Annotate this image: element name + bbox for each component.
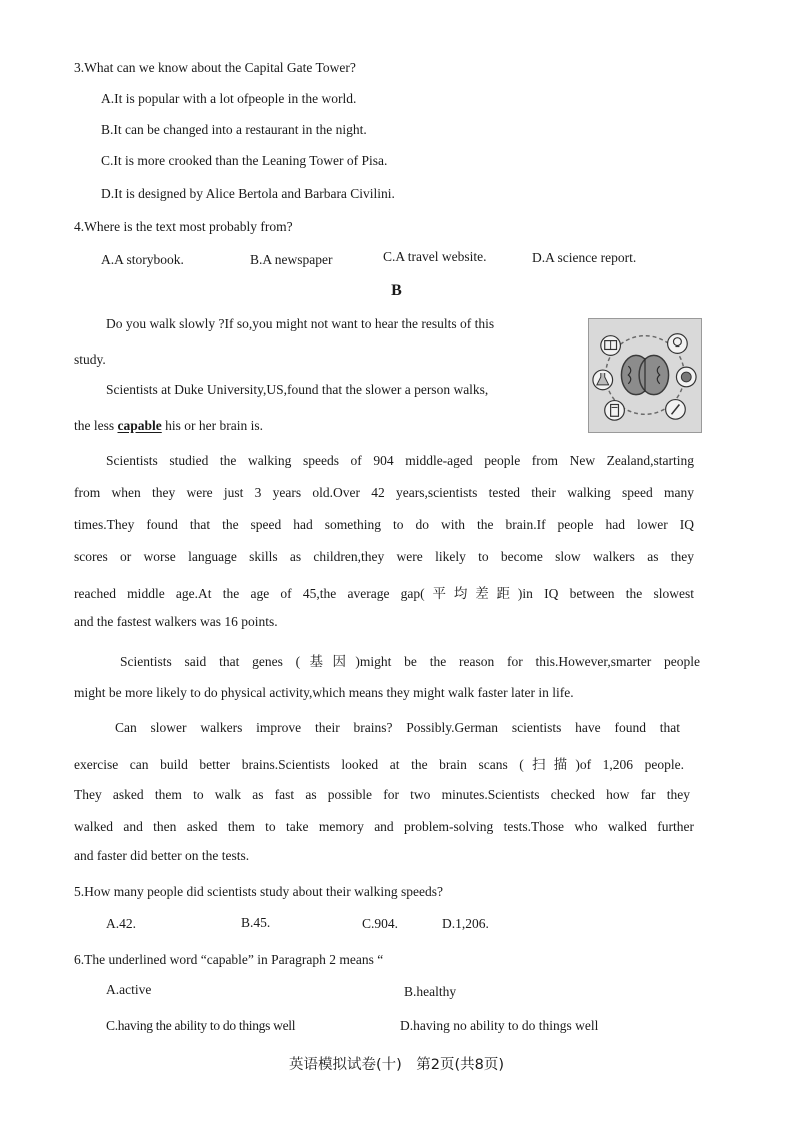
lightbulb-icon	[668, 334, 688, 354]
question-6-option-d: D.having no ability to do things well	[400, 1018, 599, 1033]
paragraph-5-line-3: They asked them to walk as fast as possible for two minutes.Scientists checked how far they	[74, 787, 690, 802]
brain-illustration	[588, 318, 702, 433]
underlined-word-capable: capable	[117, 418, 162, 433]
page-footer: 英语模拟试卷(十) 第2页(共8页)	[288, 1057, 505, 1073]
paragraph-5-line-5: and faster did better on the tests.	[74, 848, 250, 863]
paragraph-3-line-5: reached middle age.At the age of 45,the average gap(平均差距)in IQ between the slowest	[74, 586, 694, 601]
question-4-option-c: C.A travel website.	[383, 249, 487, 264]
question-3-stem: 3.What can we know about the Capital Gate Tower?	[74, 60, 356, 75]
paragraph-2-text-post: his or her brain is.	[161, 418, 263, 433]
flask-icon	[593, 370, 613, 390]
globe-icon	[676, 367, 696, 387]
paragraph-3-line-2: from when they were just 3 years old.Over 42 years,scientists tested their walking speed many	[74, 485, 694, 500]
paragraph-2-line-2	[74, 418, 263, 434]
question-6-option-a: A.active	[106, 982, 152, 997]
question-6-option-b: B.healthy	[404, 984, 457, 999]
paragraph-3-line-3: times.They found that the speed had something to do with the brain.If people had lower IQ	[74, 517, 694, 532]
paintbrush-icon	[666, 400, 686, 420]
question-4-stem: 4.Where is the text most probably from?	[74, 219, 293, 234]
brain-icon	[621, 355, 668, 394]
section-title: B	[391, 282, 402, 299]
paragraph-2-line-1: Scientists at Duke University,US,found that the slower a person walks,	[106, 382, 489, 397]
question-3-option-d: D.It is designed by Alice Bertola and Barbara Civilini.	[101, 186, 395, 201]
paragraph-3-line-1: Scientists studied the walking speeds of 904 middle-aged people from New Zealand,starting	[106, 453, 694, 468]
question-3-option-c: C.It is more crooked than the Leaning Tower of Pisa.	[101, 153, 388, 168]
question-5-option-b: B.45.	[241, 915, 271, 930]
paragraph-3-line-6: and the fastest walkers was 16 points.	[74, 614, 278, 629]
question-6-option-c: C.having the ability to do things well	[106, 1018, 296, 1033]
paragraph-5-line-1: Can slower walkers improve their brains? Possibly.German scientists have found that	[115, 720, 680, 735]
paragraph-1-line-2: study.	[74, 352, 106, 367]
paragraph-2-text-pre: the less	[74, 418, 118, 433]
calculator-icon	[605, 401, 625, 421]
question-5-stem: 5.How many people did scientists study about their walking speeds?	[74, 884, 443, 899]
paragraph-5-line-2: exercise can build better brains.Scientists looked at the brain scans (扫描)of 1,206 people.	[74, 757, 684, 772]
question-5-option-a: A.42.	[106, 916, 136, 931]
question-3-option-b: B.It can be changed into a restaurant in the night.	[101, 122, 367, 137]
question-4-option-a: A.A storybook.	[101, 252, 184, 267]
paragraph-4-line-1: Scientists said that genes (基因)might be the reason for this.However,smarter people	[120, 654, 700, 669]
book-icon	[601, 336, 621, 356]
question-4-option-d: D.A science report.	[532, 250, 637, 265]
paragraph-1-line-1: Do you walk slowly ?If so,you might not want to hear the results of this	[106, 316, 495, 331]
question-4-option-b: B.A newspaper	[250, 252, 333, 267]
question-5-option-c: C.904.	[362, 916, 399, 931]
paragraph-5-line-4: walked and then asked them to take memory and problem-solving tests.Those who walked further	[74, 819, 694, 834]
question-5-option-d: D.1,206.	[442, 916, 489, 931]
paragraph-3-line-4: scores or worse language skills as children,they were likely to become slow walkers as they	[74, 549, 694, 564]
paragraph-4-line-2: might be more likely to do physical activity,which means they might walk faster later in life.	[74, 685, 574, 700]
question-3-option-a: A.It is popular with a lot ofpeople in the world.	[101, 91, 357, 106]
question-6-stem: 6.The underlined word “capable” in Paragraph 2 means “	[74, 952, 384, 967]
